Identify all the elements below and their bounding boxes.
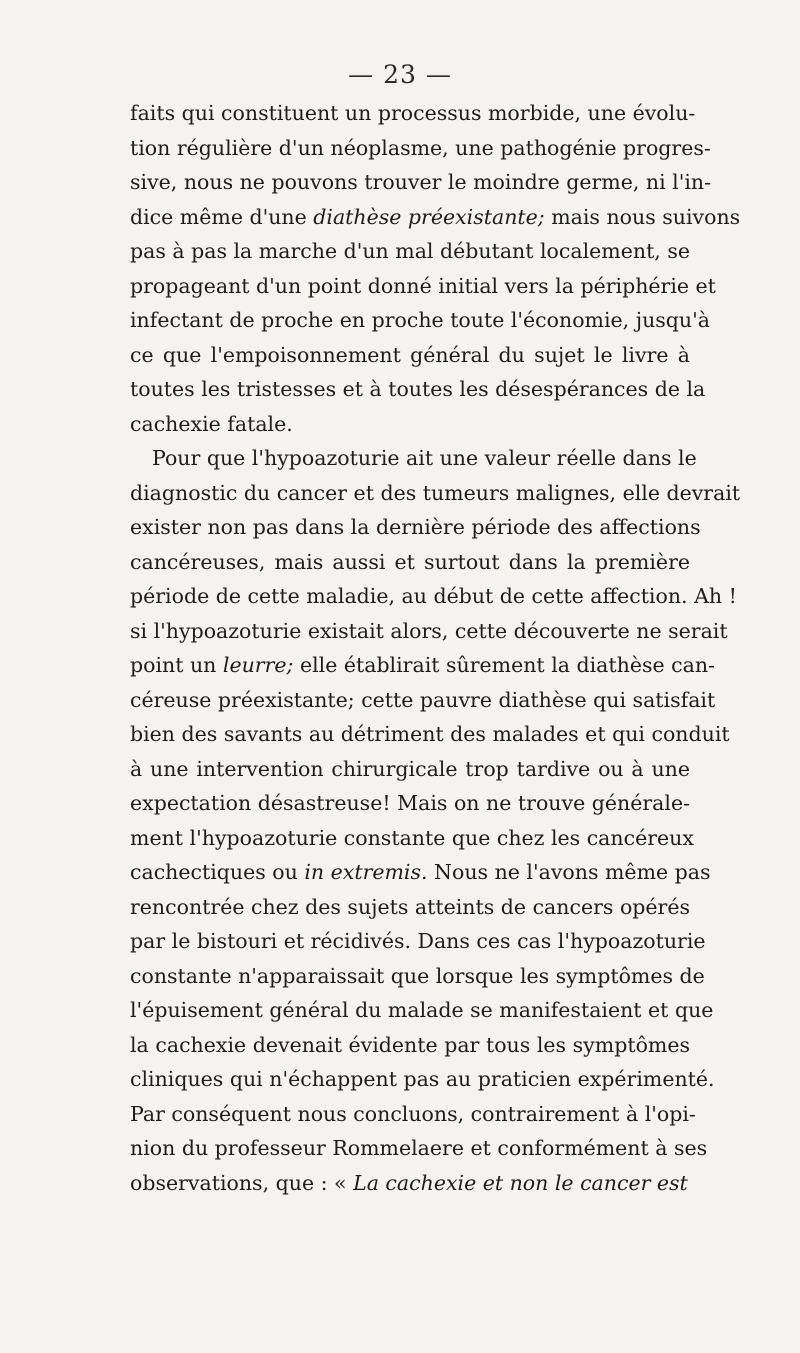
text-line	[130, 200, 741, 235]
text-line	[130, 1062, 715, 1097]
italic-text: La cachexie et non le cancer est	[353, 1170, 688, 1195]
text-line	[130, 269, 716, 304]
text-segment: nion du professeur Rommelaere et conformément à ses	[130, 1136, 708, 1160]
text-line	[130, 648, 715, 683]
text-segment: sive, nous ne pouvons trouver le moindre germe, ni l'in-	[130, 170, 712, 194]
text-segment: l'épuisement général du malade se manifestaient et que	[130, 998, 714, 1022]
text-line	[130, 1131, 708, 1166]
text-line	[130, 338, 690, 373]
text-line	[130, 1097, 696, 1132]
page-number: — 23 —	[348, 60, 452, 89]
text-segment: ment l'hypoazoturie constante que chez les cancéreux	[130, 825, 694, 850]
text-segment: diagnostic du cancer et des tumeurs malignes, elle devrait	[130, 480, 741, 505]
text-segment: cancéreuses, mais aussi et surtout dans la première	[130, 549, 690, 574]
text-segment: cachexie fatale.	[130, 411, 293, 436]
text-segment: tion régulière d'un néoplasme, une pathogénie progres-	[130, 135, 711, 160]
italic-text: in extremis.	[304, 860, 428, 884]
text-segment: pas à pas la marche d'un mal débutant localement, se	[130, 239, 690, 263]
text-segment: période de cette maladie, au début de cette affection. Ah !	[130, 584, 737, 608]
text-line	[130, 510, 701, 545]
text-segment: cliniques qui n'échappent pas au praticien expérimenté.	[130, 1067, 715, 1091]
text-line	[130, 890, 690, 925]
text-segment: rencontrée chez des sujets atteints de cancers opérés	[130, 894, 690, 919]
text-line	[130, 821, 694, 856]
text-line	[130, 165, 712, 200]
text-line	[130, 855, 711, 890]
text-line	[130, 717, 730, 752]
text-segment: observations, que : «	[130, 1170, 354, 1195]
text-line	[130, 372, 706, 407]
text-segment: faits qui constituent un processus morbide, une évolu-	[130, 101, 696, 125]
text-segment: elle établirait sûrement la diathèse can-	[293, 653, 715, 677]
text-line	[130, 924, 706, 959]
text-segment: à une intervention chirurgicale trop tardive ou à une	[130, 756, 690, 781]
text-segment: dice même d'une	[130, 204, 314, 229]
text-segment: bien des savants au détriment des malades et qui conduit	[130, 722, 730, 746]
text-line	[130, 1166, 690, 1201]
text-segment: si l'hypoazoturie existait alors, cette découverte ne serait	[130, 618, 728, 643]
text-segment: infectant de proche en proche toute l'économie, jusqu'à	[130, 308, 710, 332]
text-segment: la cachexie devenait évidente par tous les symptômes	[130, 1032, 690, 1057]
text-line	[130, 476, 741, 511]
text-segment: Nous ne l'avons même pas	[427, 860, 711, 884]
text-line	[130, 959, 705, 994]
text-segment: constante n'apparaissait que lorsque les symptômes de	[130, 963, 705, 988]
text-segment: cachectiques ou	[130, 860, 305, 884]
text-line	[130, 993, 714, 1028]
text-line	[130, 234, 690, 269]
text-segment: céreuse préexistante; cette pauvre diathèse qui satisfait	[130, 687, 716, 712]
text-line	[130, 1028, 690, 1063]
text-segment: ce que l'empoisonnement général du sujet le livre à	[130, 342, 690, 367]
text-line	[130, 441, 697, 476]
text-segment: toutes les tristesses et à toutes les désespérances de la	[130, 377, 706, 401]
text-segment: expectation désastreuse! Mais on ne trouve générale-	[130, 791, 690, 815]
text-line	[130, 614, 728, 649]
italic-text: leurre;	[222, 653, 294, 677]
text-segment: Par conséquent nous concluons, contrairement à l'opi-	[130, 1101, 696, 1126]
text-line	[130, 683, 716, 718]
text-segment: mais nous suivons	[544, 204, 741, 229]
text-segment: point un	[130, 653, 223, 677]
italic-text: diathèse préexistante;	[313, 204, 545, 229]
text-line	[130, 407, 690, 442]
text-segment: Pour que l'hypoazoturie ait une valeur réelle dans le	[152, 446, 697, 470]
text-line	[130, 752, 690, 787]
text-line	[130, 579, 737, 614]
text-line	[130, 545, 690, 580]
text-line	[130, 131, 711, 166]
text-line	[130, 303, 710, 338]
text-segment: par le bistouri et récidivés. Dans ces cas l'hypoazoturie	[130, 929, 706, 953]
text-line	[130, 96, 696, 131]
body-text	[130, 96, 741, 1200]
text-line	[130, 786, 690, 821]
text-segment: exister non pas dans la dernière période des affections	[130, 515, 701, 539]
text-segment: propageant d'un point donné initial vers la périphérie et	[130, 273, 716, 298]
